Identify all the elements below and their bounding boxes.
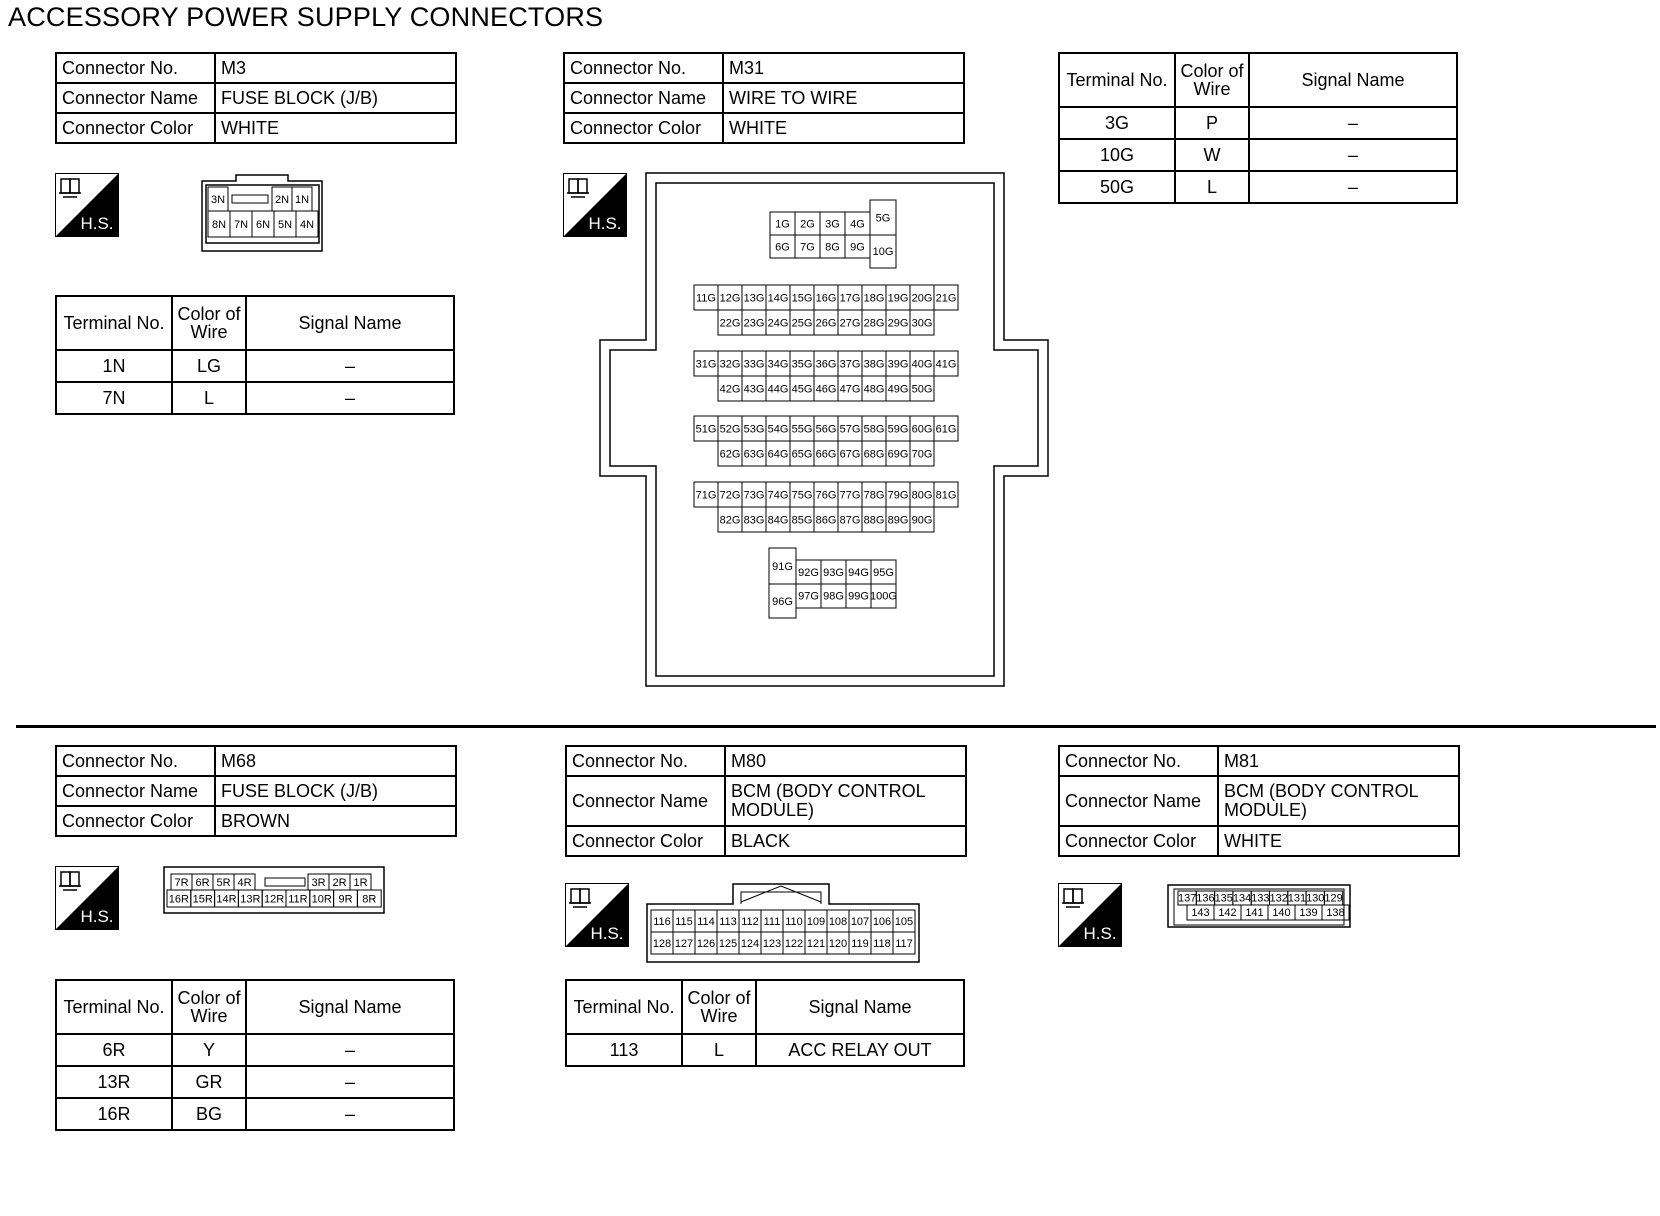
connector-no-value: M80: [725, 746, 966, 776]
signal-name-cell: –: [1249, 107, 1457, 139]
pin-label: 59G: [887, 423, 909, 436]
pin-label: 63G: [743, 448, 765, 461]
pin-label: 86G: [815, 514, 837, 527]
pin-label: 132: [1269, 892, 1288, 905]
pin-label: 2N: [274, 193, 290, 206]
pin-label: 4G: [850, 218, 865, 231]
terminal-no-cell: 10G: [1059, 139, 1175, 171]
pin-label: 112: [741, 915, 759, 928]
pin-label: 80G: [911, 489, 933, 502]
pin-label: 47G: [839, 383, 861, 396]
pin-label: 2R: [332, 876, 347, 889]
pin-label: 91G: [772, 560, 793, 573]
connector-color-value: BLACK: [725, 826, 966, 856]
pin-label: 133: [1251, 892, 1270, 905]
pin-label: 43G: [743, 383, 765, 396]
pin-label: 3R: [311, 876, 326, 889]
terminal-no-header: Terminal No.: [566, 980, 682, 1034]
connector-latch: [232, 195, 268, 203]
pin-label: 41G: [935, 358, 957, 371]
connector-face-m3: [200, 173, 324, 253]
pin-label: 128: [652, 937, 672, 950]
wire-color-cell: W: [1175, 139, 1249, 171]
pin-label: 16G: [815, 292, 837, 305]
connector-info-table-m80: [565, 745, 967, 857]
pin-label: 8R: [362, 893, 377, 906]
table-row: [1059, 107, 1457, 139]
wire-color-header: Color of Wire: [172, 296, 246, 350]
pin-label: 56G: [815, 423, 837, 436]
pin-label: 130: [1306, 892, 1325, 905]
terminal-no-cell: 7N: [56, 382, 172, 414]
terminal-no-header: Terminal No.: [56, 980, 172, 1034]
pin-label: 7R: [174, 876, 189, 889]
pin-label: 123: [762, 937, 782, 950]
pin-label: 142: [1218, 906, 1237, 919]
terminal-no-cell: 13R: [56, 1066, 172, 1098]
signal-name-cell: –: [246, 1066, 454, 1098]
pin-label: 113: [719, 915, 737, 928]
connector-no-label: Connector No.: [566, 746, 725, 776]
connector-face-m81: [1166, 883, 1352, 929]
pin-label: 79G: [887, 489, 909, 502]
pin-label: 90G: [911, 514, 933, 527]
wire-color-cell: L: [1175, 171, 1249, 203]
connector-info-table-m81: [1058, 745, 1460, 857]
connector-name-value: FUSE BLOCK (J/B): [215, 83, 456, 113]
pin-label: 122: [784, 937, 804, 950]
pin-label: 13R: [240, 893, 261, 906]
terminal-no-cell: 6R: [56, 1034, 172, 1066]
pin-label: 109: [806, 915, 826, 928]
connector-name-value: FUSE BLOCK (J/B): [215, 776, 456, 806]
connector-face-m31: [598, 172, 1050, 688]
pin-label: 53G: [743, 423, 765, 436]
pin-label: 114: [697, 915, 715, 928]
pin-label: 3G: [825, 218, 840, 231]
pin-label: 55G: [791, 423, 813, 436]
pin-label: 121: [806, 937, 826, 950]
connector-color-label: Connector Color: [56, 806, 215, 836]
wire-color-cell: BG: [172, 1098, 246, 1130]
connector-color-value: WHITE: [215, 113, 456, 143]
pin-label: 17G: [839, 292, 861, 305]
connector-face-m68: [163, 866, 387, 916]
pin-label: 58G: [863, 423, 885, 436]
pin-label: 5R: [216, 876, 231, 889]
pin-label: 1R: [353, 876, 368, 889]
pin-label: 74G: [767, 489, 789, 502]
pin-label: 36G: [815, 358, 837, 371]
pin-label: 60G: [911, 423, 933, 436]
pin-label: 11R: [288, 893, 308, 906]
pin-label: 34G: [767, 358, 789, 371]
pin-label: 120: [828, 937, 848, 950]
pin-label: 28G: [863, 317, 885, 330]
pin-label: 26G: [815, 317, 837, 330]
terminal-no-header: Terminal No.: [1059, 53, 1175, 107]
pin-label: 10G: [872, 246, 894, 259]
connector-color-label: Connector Color: [566, 826, 725, 856]
signal-name-header: Signal Name: [246, 980, 454, 1034]
pin-label: 8G: [825, 241, 840, 254]
pin-label: 73G: [743, 489, 765, 502]
connector-color-label: Connector Color: [56, 113, 215, 143]
connector-no-value: M3: [215, 53, 456, 83]
pin-label: 143: [1191, 906, 1210, 919]
pin-label: 68G: [863, 448, 885, 461]
wire-color-cell: Y: [172, 1034, 246, 1066]
pin-label: 118: [873, 937, 891, 950]
pin-label: 29G: [887, 317, 909, 330]
pin-label: 141: [1245, 906, 1264, 919]
signal-name-header: Signal Name: [756, 980, 964, 1034]
wire-color-cell: P: [1175, 107, 1249, 139]
signal-name-cell: –: [1249, 171, 1457, 203]
connector-color-label: Connector Color: [564, 113, 723, 143]
signal-name-cell: –: [246, 382, 454, 414]
wire-color-header: Color of Wire: [682, 980, 756, 1034]
wire-color-cell: L: [682, 1034, 756, 1066]
pin-label: 10R: [311, 893, 332, 906]
harness-side-icon: [565, 883, 629, 947]
connector-info-table-m31: [563, 52, 965, 144]
connector-color-value: WHITE: [723, 113, 964, 143]
pin-label: 85G: [791, 514, 813, 527]
pin-label: 5G: [875, 212, 891, 225]
connector-name-label: Connector Name: [56, 776, 215, 806]
terminal-no-cell: 50G: [1059, 171, 1175, 203]
connector-name-value: WIRE TO WIRE: [723, 83, 964, 113]
wire-color-cell: LG: [172, 350, 246, 382]
hs-label: H.S.: [80, 907, 114, 926]
pin-label: 115: [675, 915, 693, 928]
pin-label: 2G: [800, 218, 815, 231]
pin-label: 21G: [935, 292, 957, 305]
pin-label: 5N: [277, 218, 293, 231]
connector-color-value: WHITE: [1218, 826, 1459, 856]
pin-label: 46G: [815, 383, 837, 396]
connector-name-label: Connector Name: [1059, 776, 1218, 826]
pin-label: 15R: [192, 893, 213, 906]
terminal-table-m31: [1058, 52, 1458, 204]
pin-label: 69G: [887, 448, 909, 461]
pin-label: 19G: [887, 292, 909, 305]
signal-name-cell: ACC RELAY OUT: [756, 1034, 964, 1066]
pin-label: 39G: [887, 358, 909, 371]
table-row: [56, 1098, 454, 1130]
connector-name-value: BCM (BODY CONTROL MODULE): [725, 776, 966, 826]
pin-label: 64G: [767, 448, 789, 461]
table-row: [56, 1034, 454, 1066]
wire-color-header: Color of Wire: [172, 980, 246, 1034]
connector-name-label: Connector Name: [56, 83, 215, 113]
terminal-no-cell: 3G: [1059, 107, 1175, 139]
wire-color-header: Color of Wire: [1175, 53, 1249, 107]
pin-label: 66G: [815, 448, 837, 461]
pin-label: 139: [1299, 906, 1318, 919]
pin-label: 22G: [719, 317, 741, 330]
connector-name-label: Connector Name: [566, 776, 725, 826]
pin-label: 100G: [870, 590, 897, 603]
pin-label: 23G: [743, 317, 765, 330]
terminal-no-cell: 113: [566, 1034, 682, 1066]
connector-name-value: BCM (BODY CONTROL MODULE): [1218, 776, 1459, 826]
table-row: [566, 1034, 964, 1066]
harness-side-icon: [1058, 883, 1122, 947]
connector-color-value: BROWN: [215, 806, 456, 836]
signal-name-header: Signal Name: [246, 296, 454, 350]
wire-color-cell: GR: [172, 1066, 246, 1098]
pin-label: 1N: [294, 193, 310, 206]
pin-label: 71G: [695, 489, 717, 502]
connector-info-table-m68: [55, 745, 457, 837]
hs-label: H.S.: [590, 924, 624, 943]
pin-label: 84G: [767, 514, 789, 527]
pin-label: 124: [740, 937, 760, 950]
connector-info-table-m3: [55, 52, 457, 144]
connector-face-m80: [645, 882, 921, 964]
pin-label: 31G: [695, 358, 717, 371]
pin-label: 131: [1287, 892, 1307, 905]
pin-label: 3N: [210, 193, 226, 206]
signal-name-cell: –: [246, 350, 454, 382]
pin-label: 125: [718, 937, 738, 950]
pin-label: 6N: [255, 218, 271, 231]
pin-label: 62G: [719, 448, 741, 461]
pin-label: 140: [1272, 906, 1291, 919]
hs-label: H.S.: [1083, 924, 1117, 943]
pin-label: 67G: [839, 448, 861, 461]
connector-no-label: Connector No.: [1059, 746, 1218, 776]
connector-no-label: Connector No.: [56, 53, 215, 83]
pin-label: 37G: [839, 358, 861, 371]
pin-label: 35G: [791, 358, 813, 371]
pin-label: 16R: [168, 893, 189, 906]
pin-label: 119: [851, 937, 869, 950]
pin-label: 42G: [719, 383, 741, 396]
harness-side-icon: [55, 866, 119, 930]
pin-label: 20G: [911, 292, 933, 305]
pin-label: 25G: [791, 317, 813, 330]
pin-label: 14R: [216, 893, 237, 906]
harness-side-icon: [55, 173, 119, 237]
pin-label: 95G: [873, 566, 894, 579]
pin-label: 70G: [911, 448, 933, 461]
pin-label: 52G: [719, 423, 741, 436]
pin-label: 65G: [791, 448, 813, 461]
pin-label: 6R: [195, 876, 210, 889]
connector-no-label: Connector No.: [564, 53, 723, 83]
pin-label: 57G: [839, 423, 861, 436]
pin-label: 107: [850, 915, 870, 928]
pin-label: 7N: [233, 218, 249, 231]
pin-label: 13G: [743, 292, 765, 305]
pin-label: 8N: [211, 218, 227, 231]
pin-label: 32G: [719, 358, 741, 371]
signal-name-header: Signal Name: [1249, 53, 1457, 107]
pin-label: 30G: [911, 317, 933, 330]
pin-label: 94G: [848, 566, 869, 579]
terminal-table-m3: [55, 295, 455, 415]
pin-label: 78G: [863, 489, 885, 502]
terminal-no-cell: 16R: [56, 1098, 172, 1130]
table-row: [56, 350, 454, 382]
pin-label: 9R: [338, 893, 353, 906]
pin-label: 110: [785, 915, 803, 928]
pin-label: 24G: [767, 317, 789, 330]
terminal-no-header: Terminal No.: [56, 296, 172, 350]
pin-label: 138: [1326, 906, 1345, 919]
pin-label: 61G: [935, 423, 957, 436]
pin-label: 11G: [696, 292, 716, 305]
hs-label: H.S.: [80, 214, 114, 233]
pin-label: 12R: [264, 893, 285, 906]
pin-label: 111: [763, 915, 781, 928]
signal-name-cell: –: [246, 1098, 454, 1130]
pin-label: 134: [1232, 892, 1252, 905]
hs-label: H.S.: [588, 214, 622, 233]
terminal-table-m80: [565, 979, 965, 1067]
pin-label: 117: [895, 937, 913, 950]
signal-name-cell: –: [1249, 139, 1457, 171]
pin-label: 82G: [719, 514, 741, 527]
terminal-no-cell: 1N: [56, 350, 172, 382]
pin-label: 87G: [839, 514, 861, 527]
pin-label: 129: [1324, 892, 1343, 905]
pin-label: 135: [1214, 892, 1233, 905]
pin-label: 99G: [848, 590, 869, 603]
pin-label: 54G: [767, 423, 789, 436]
pin-label: 15G: [791, 292, 813, 305]
pin-label: 6G: [775, 241, 790, 254]
pin-label: 89G: [887, 514, 909, 527]
pin-label: 98G: [823, 590, 844, 603]
page-title: ACCESSORY POWER SUPPLY CONNECTORS: [8, 2, 604, 32]
pin-label: 1G: [775, 218, 790, 231]
connector-no-value: M68: [215, 746, 456, 776]
pin-label: 76G: [815, 489, 837, 502]
pin-label: 116: [653, 915, 671, 928]
pin-label: 48G: [863, 383, 885, 396]
pin-label: 72G: [719, 489, 741, 502]
pin-label: 44G: [767, 383, 789, 396]
pin-label: 7G: [800, 241, 815, 254]
table-row: [1059, 139, 1457, 171]
wire-color-cell: L: [172, 382, 246, 414]
pin-label: 75G: [791, 489, 813, 502]
pin-label: 51G: [695, 423, 717, 436]
pin-label: 106: [872, 915, 892, 928]
pin-label: 83G: [743, 514, 765, 527]
pin-label: 105: [894, 915, 914, 928]
pin-label: 93G: [823, 566, 844, 579]
pin-label: 40G: [911, 358, 933, 371]
pin-label: 127: [674, 937, 694, 950]
pin-label: 12G: [719, 292, 741, 305]
pin-label: 96G: [772, 595, 793, 608]
table-row: [1059, 171, 1457, 203]
pin-label: 92G: [798, 566, 819, 579]
pin-label: 38G: [863, 358, 885, 371]
pin-label: 77G: [839, 489, 861, 502]
connector-no-value: M81: [1218, 746, 1459, 776]
pin-label: 27G: [839, 317, 861, 330]
connector-no-value: M31: [723, 53, 964, 83]
table-row: [56, 1066, 454, 1098]
terminal-table-m68: [55, 979, 455, 1131]
pin-label: 81G: [935, 489, 957, 502]
pin-label: 18G: [863, 292, 885, 305]
pin-label: 45G: [791, 383, 813, 396]
signal-name-cell: –: [246, 1034, 454, 1066]
pin-label: 136: [1196, 892, 1215, 905]
pin-label: 126: [696, 937, 716, 950]
connector-no-label: Connector No.: [56, 746, 215, 776]
pin-label: 4N: [299, 218, 315, 231]
connector-latch: [265, 878, 305, 886]
pin-label: 4R: [237, 876, 252, 889]
pin-label: 14G: [767, 292, 789, 305]
connector-name-label: Connector Name: [564, 83, 723, 113]
pin-label: 33G: [743, 358, 765, 371]
pin-label: 50G: [911, 383, 933, 396]
table-row: [56, 382, 454, 414]
pin-label: 49G: [887, 383, 909, 396]
pin-label: 137: [1177, 892, 1197, 905]
pin-label: 9G: [850, 241, 865, 254]
pin-label: 88G: [863, 514, 885, 527]
section-divider: [16, 725, 1656, 728]
pin-label: 97G: [798, 590, 819, 603]
connector-color-label: Connector Color: [1059, 826, 1218, 856]
pin-label: 108: [828, 915, 848, 928]
